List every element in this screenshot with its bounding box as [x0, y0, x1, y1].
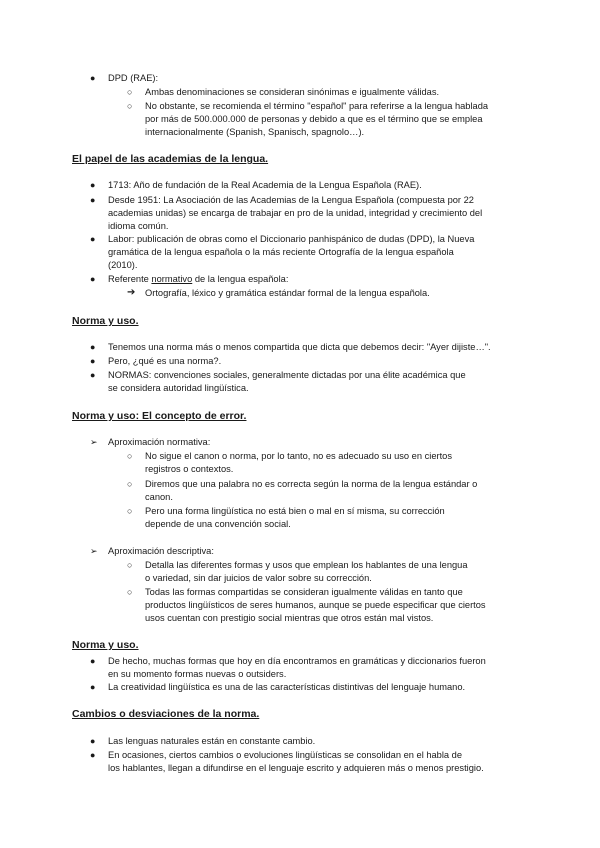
heading-cambios: Cambios o desviaciones de la norma.: [72, 708, 260, 720]
arrowhead-bullet-icon: ➢: [90, 546, 98, 556]
bullet-icon: ●: [90, 73, 96, 83]
bullet-icon: ●: [90, 750, 96, 760]
norma1-item-1: Tenemos una norma más o menos compartida que dicta que debemos decir: "Ayer dijiste…".: [108, 342, 491, 352]
descriptiva-item-1-line-1: Detalla las diferentes formas y usos que emplean los hablantes de una lengua: [145, 560, 468, 570]
referente-post: de la lengua española:: [192, 274, 289, 284]
bullet-icon: ●: [90, 356, 96, 366]
circle-bullet-icon: ○: [127, 506, 133, 516]
academias-item-2-line-1: Desde 1951: La Asociación de las Academias de la Lengua Española (compuesta por 22: [108, 195, 474, 205]
normativa-item-3-line-1: Pero una forma lingüística no está bien o mal en sí misma, su corrección: [145, 506, 445, 516]
norma2-item-1-line-2: en su momento formas nuevas o outsiders.: [108, 669, 287, 679]
normativa-item-2-line-2: canon.: [145, 492, 173, 502]
academias-item-3-line-2: gramática de la lengua española o la más reciente Ortografía de la lengua española: [108, 247, 454, 257]
circle-bullet-icon: ○: [127, 87, 133, 97]
academias-item-1: 1713: Año de fundación de la Real Academia de la Lengua Española (RAE).: [108, 180, 422, 190]
arrow-bullet-icon: ➔: [127, 287, 136, 298]
cambios-item-2-line-1: En ocasiones, ciertos cambios o evoluciones lingüísticas se consolidan en el habla de: [108, 750, 463, 760]
academias-item-2-line-3: idioma común.: [108, 221, 169, 231]
academias-item-3-line-1: Labor: publicación de obras como el Diccionario panhispánico de dudas (DPD), la Nueva: [108, 234, 475, 244]
bullet-icon: ●: [90, 180, 96, 190]
normativa-item-1-line-2: registros o contextos.: [145, 464, 234, 474]
dpd-title: DPD (RAE):: [108, 73, 159, 83]
arrowhead-bullet-icon: ➢: [90, 437, 98, 447]
bullet-icon: ●: [90, 656, 96, 666]
bullet-icon: ●: [90, 274, 96, 284]
academias-referente-sub: Ortografía, léxico y gramática estándar formal de la lengua española.: [145, 288, 430, 298]
referente-pre: Referente: [108, 274, 152, 284]
descriptiva-item-2-line-3: usos cuentan con prestigio social mientras que otros están mal vistos.: [145, 613, 434, 623]
academias-item-2-line-2: academias unidas) se encarga de trabajar en pro de la unidad, integridad y crecimiento del: [108, 208, 483, 218]
bullet-icon: ●: [90, 736, 96, 746]
normativa-item-2-line-1: Diremos que una palabra no es correcta según la norma de la lengua estándar o: [145, 479, 478, 489]
academias-item-3-line-3: (2010).: [108, 260, 138, 270]
bullet-icon: ●: [90, 234, 96, 244]
heading-concepto-error: Norma y uso: El concepto de error.: [72, 410, 247, 422]
referente-underlined: normativo: [151, 274, 193, 284]
heading-norma-uso-2: Norma y uso.: [72, 639, 139, 651]
circle-bullet-icon: ○: [127, 560, 133, 570]
descriptiva-item-2-line-2: productos lingüísticos de seres humanos, aunque se puede especificar que ciertos: [145, 600, 486, 610]
dpd-item-1-line-1: Ambas denominaciones se consideran sinónimas e igualmente válidas.: [145, 87, 440, 97]
norma2-item-1-line-1: De hecho, muchas formas que hoy en día encontramos en gramáticas y diccionarios fueron: [108, 656, 486, 666]
bullet-icon: ●: [90, 370, 96, 380]
circle-bullet-icon: ○: [127, 101, 133, 111]
descriptiva-item-1-line-2: o variedad, sin dar juicios de valor sobre su corrección.: [145, 573, 372, 583]
circle-bullet-icon: ○: [127, 479, 133, 489]
norma2-item-2: La creatividad lingüística es una de las características distintivas del lenguaje humano.: [108, 682, 466, 692]
norma1-item-3-line-2: se considera autoridad lingüística.: [108, 383, 249, 393]
heading-academias: El papel de las academias de la lengua.: [72, 153, 269, 165]
norma1-item-2: Pero, ¿qué es una norma?.: [108, 356, 222, 366]
bullet-icon: ●: [90, 682, 96, 692]
dpd-item-2-line-2: por más de 500.000.000 de personas y debido a que es el término que se emplea: [145, 114, 483, 124]
normativa-item-3-line-2: depende de una convención social.: [145, 519, 291, 529]
circle-bullet-icon: ○: [127, 587, 133, 597]
dpd-item-2-line-1: No obstante, se recomienda el término "español" para referirse a la lengua hablada: [145, 101, 489, 111]
descriptiva-title: Aproximación descriptiva:: [108, 546, 214, 556]
cambios-item-1: Las lenguas naturales están en constante cambio.: [108, 736, 316, 746]
descriptiva-item-2-line-1: Todas las formas compartidas se consideran igualmente válidas en tanto que: [145, 587, 463, 597]
academias-referente: [108, 273, 288, 286]
heading-norma-uso-1: Norma y uso.: [72, 315, 139, 327]
norma1-item-3-line-1: NORMAS: convenciones sociales, generalmente dictadas por una élite académica que: [108, 370, 466, 380]
circle-bullet-icon: ○: [127, 451, 133, 461]
bullet-icon: ●: [90, 195, 96, 205]
cambios-item-2-line-2: los hablantes, llegan a difundirse en el lenguaje escrito y adquieren más o menos prestigio.: [108, 763, 484, 773]
bullet-icon: ●: [90, 342, 96, 352]
normativa-title: Aproximación normativa:: [108, 437, 211, 447]
normativa-item-1-line-1: No sigue el canon o norma, por lo tanto, no es adecuado su uso en ciertos: [145, 451, 452, 461]
dpd-item-2-line-3: internacionalmente (Spanish, Spanisch, spagnolo…).: [145, 127, 365, 137]
